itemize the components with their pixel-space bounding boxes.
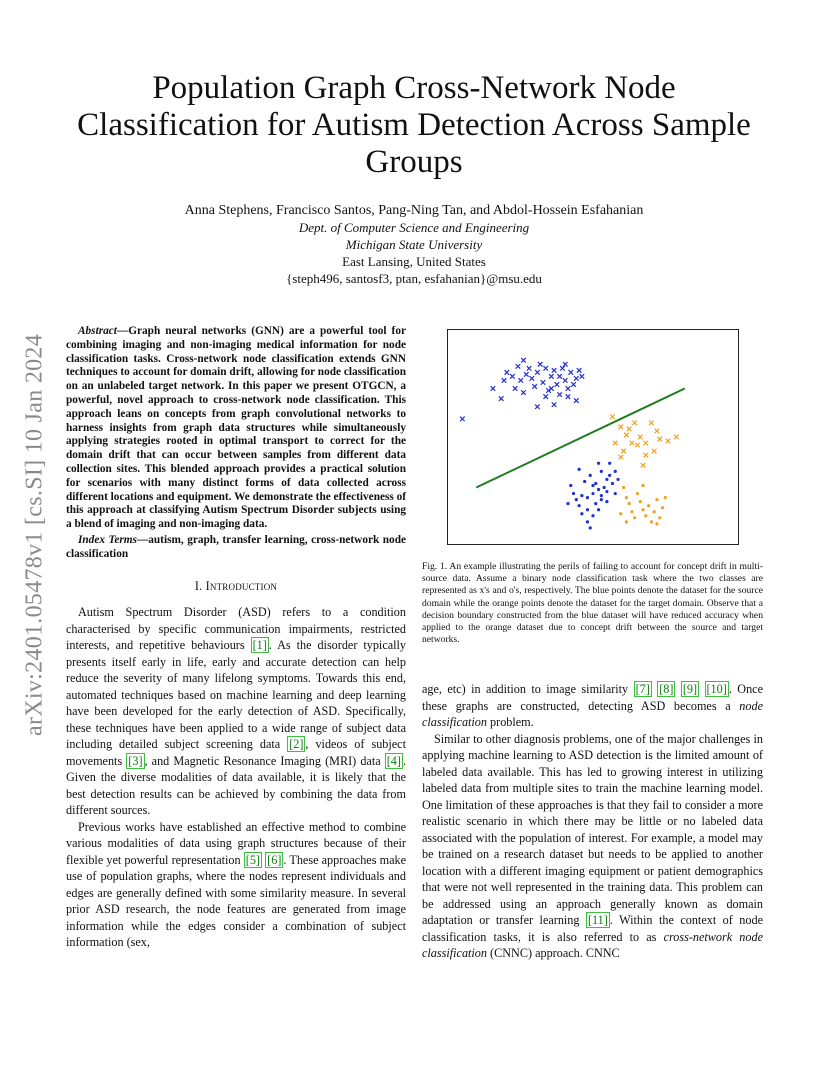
scatter-point-o <box>625 496 628 499</box>
scatter-point-x <box>516 364 521 369</box>
scatter-point-o <box>647 504 650 507</box>
affiliation-dept: Dept. of Computer Science and Engineering <box>298 220 530 235</box>
scatter-point-x <box>568 370 573 375</box>
scatter-point-o <box>583 480 586 483</box>
scatter-point-x <box>524 372 529 377</box>
scatter-point-x <box>571 382 576 387</box>
scatter-point-x <box>638 435 643 440</box>
scatter-point-x <box>649 421 654 426</box>
scatter-point-x <box>674 435 679 440</box>
scatter-point-x <box>543 366 548 371</box>
scatter-point-x <box>535 404 540 409</box>
citation-link[interactable]: [8] <box>659 682 674 696</box>
scatter-point-x <box>513 386 518 391</box>
scatter-point-x <box>563 362 568 367</box>
scatter-point-o <box>614 470 617 473</box>
abstract-label: Abstract <box>78 325 117 337</box>
scatter-point-x <box>632 421 637 426</box>
figure-1 <box>447 329 739 545</box>
scatter-point-x <box>635 443 640 448</box>
title-line: Classification for Autism Detection Across Sample <box>77 107 751 143</box>
citation-link[interactable]: [6] <box>267 852 282 867</box>
scatter-point-x <box>630 441 635 446</box>
scatter-point-o <box>600 498 603 501</box>
citation-link[interactable]: [1] <box>252 638 267 653</box>
scatter-point-x <box>574 376 579 381</box>
scatter-point-x <box>644 441 649 446</box>
affiliation-university: Michigan State University <box>345 237 483 252</box>
scatter-point-x <box>644 453 649 458</box>
scatter-point-x <box>580 374 585 379</box>
scatter-point-x <box>510 374 515 379</box>
scatter-point-o <box>614 492 617 495</box>
title-line: Population Graph Cross-Network Node <box>152 70 676 106</box>
scatter-point-x <box>491 386 496 391</box>
scatter-point-o <box>655 522 658 525</box>
scatter-point-x <box>538 362 543 367</box>
scatter-point-x <box>652 449 657 454</box>
scatter-point-o <box>589 474 592 477</box>
scatter-point-x <box>657 437 662 442</box>
citation-link[interactable]: [7] <box>635 682 650 696</box>
scatter-point-o <box>639 500 642 503</box>
scatter-point-o <box>619 512 622 515</box>
scatter-point-x <box>552 368 557 373</box>
affiliation-emails[interactable]: {steph496, santosf3, ptan, esfahanian}@msu.edu <box>286 271 542 286</box>
scatter-chart <box>448 330 738 544</box>
scatter-point-o <box>580 512 583 515</box>
citation-link[interactable]: [4] <box>386 753 401 768</box>
scatter-point-x <box>502 378 507 383</box>
scatter-point-x <box>566 394 571 399</box>
scatter-point-o <box>591 484 594 487</box>
scatter-point-x <box>560 366 565 371</box>
scatter-point-o <box>569 484 572 487</box>
scatter-point-x <box>563 378 568 383</box>
scatter-point-x <box>521 358 526 363</box>
scatter-point-x <box>619 455 624 460</box>
scatter-point-x <box>555 382 560 387</box>
scatter-point-x <box>627 427 632 432</box>
scatter-point-x <box>535 370 540 375</box>
scatter-point-o <box>589 526 592 529</box>
scatter-point-o <box>594 482 597 485</box>
scatter-point-o <box>608 462 611 465</box>
scatter-point-o <box>628 502 631 505</box>
scatter-point-x <box>530 376 535 381</box>
scatter-point-o <box>586 508 589 511</box>
scatter-point-o <box>594 502 597 505</box>
index-terms-text: —autism, graph, transfer learning, cross-network node classification <box>66 533 406 560</box>
intro-paragraph-2: Previous works have established an effective method to combine various modalities of data using graph structures because of their flexible yet powerful representation [5] [6] . These approaches make use of population graphs, where the nodes represent individuals and edges are generally defined with some similarity measure. In several prior ASD research, the node features are generated from image information while the edges consider a combination of subject information (sex, <box>66 819 407 950</box>
scatter-point-x <box>613 441 618 446</box>
scatter-point-o <box>633 516 636 519</box>
citation-link[interactable]: [3] <box>128 753 143 768</box>
index-terms-label: Index Terms <box>78 533 137 546</box>
scatter-point-x <box>610 415 615 420</box>
affiliation-city: East Lansing, United States <box>342 254 486 269</box>
scatter-point-o <box>591 514 594 517</box>
citation-link[interactable]: [10] <box>706 682 727 696</box>
scatter-point-x <box>552 402 557 407</box>
section-heading: I. Introduction <box>194 578 278 593</box>
scatter-point-o <box>572 492 575 495</box>
intro-paragraph-3: age, etc) in addition to image similarity [7] [8] [9] [10] . Once these graphs are constructed, detecting ASD becomes a node classification problem. <box>422 682 763 729</box>
scatter-point-o <box>625 520 628 523</box>
scatter-point-o <box>597 488 600 491</box>
scatter-point-x <box>557 392 562 397</box>
scatter-point-o <box>608 474 611 477</box>
arxiv-stamp: arXiv:2401.05478v1 [cs.SI] 10 Jan 2024 <box>21 333 48 737</box>
scatter-point-x <box>549 386 554 391</box>
scatter-point-o <box>600 494 603 497</box>
scatter-point-o <box>580 494 583 497</box>
authors: Anna Stephens, Francisco Santos, Pang-Ning Tan, and Abdol-Hossein Esfahanian <box>184 203 644 218</box>
scatter-point-o <box>641 484 644 487</box>
scatter-point-o <box>603 486 606 489</box>
scatter-point-x <box>655 429 660 434</box>
intro-paragraph-4: Similar to other diagnosis problems, one of the major challenges in applying machine learning to ASD detection is the limited amount of labeled data available. This has led to growing interest in utilizing labeled data from multiple sites to train the machine learning model. One limitation of these approaches is that they fail to consider a more realistic scenario in which there may be little or no labeled data associated with the population of interest. For example, a model may be trained on a research dataset but needs to be applied to another location with a different imaging equipment or patient demographics that were not well represented in the training data. This problem can be addressed using an approach generally known as domain adaptation or transfer learning [11] . Within the context of node classification tasks, it is also referred to as cross-network node classification (CNNC) approach. CNNC <box>422 731 763 960</box>
scatter-point-o <box>661 506 664 509</box>
scatter-point-o <box>653 510 656 513</box>
scatter-point-o <box>636 492 639 495</box>
intro-paragraph-1: Autism Spectrum Disorder (ASD) refers to a condition characterised by specific communication impairments, restricted interests, and repetitive behaviours [1] . As the disorder typically presents itself early in life, early and accurate detection can help reduce the severity of many lifelong symptoms. Towards this end, automated techniques based on machine learning and deep learning have been developed for the early detection of ASD. Specifically, these techniques have been applied to a wide range of subject data including detailed subject screening data [2] , videos of subject movements [3] , and Magnetic Resonance Imaging (MRI) data [4] . Given the diverse modalities of data available, it is likely that the best detection results can be achieved by combining the data from different sources. <box>66 605 406 818</box>
scatter-point-x <box>557 374 562 379</box>
scatter-point-o <box>586 496 589 499</box>
decision-boundary-line <box>476 389 685 488</box>
scatter-point-x <box>499 396 504 401</box>
scatter-point-x <box>566 386 571 391</box>
scatter-point-x <box>577 368 582 373</box>
scatter-point-x <box>460 417 465 422</box>
citation-link[interactable]: [5] <box>245 852 260 867</box>
scatter-point-o <box>600 470 603 473</box>
scatter-point-o <box>578 468 581 471</box>
scatter-point-x <box>549 374 554 379</box>
left-column <box>66 325 406 951</box>
scatter-point-x <box>527 366 532 371</box>
scatter-point-o <box>605 500 608 503</box>
scatter-point-o <box>597 508 600 511</box>
scatter-point-o <box>630 510 633 513</box>
scatter-point-x <box>641 463 646 468</box>
paper-title <box>60 70 768 181</box>
scatter-point-x <box>505 370 510 375</box>
scatter-point-o <box>605 490 608 493</box>
scatter-point-x <box>532 384 537 389</box>
scatter-point-x <box>619 425 624 430</box>
scatter-point-o <box>597 462 600 465</box>
citation-link[interactable]: [2] <box>289 737 304 752</box>
scatter-point-x <box>574 398 579 403</box>
scatter-point-o <box>658 516 661 519</box>
scatter-point-x <box>666 439 671 444</box>
scatter-point-o <box>566 502 569 505</box>
scatter-point-x <box>521 390 526 395</box>
scatter-point-o <box>591 492 594 495</box>
scatter-point-x <box>518 378 523 383</box>
scatter-point-x <box>541 380 546 385</box>
title-line: Groups <box>365 144 463 180</box>
citation-link[interactable]: [9] <box>682 682 698 696</box>
right-column <box>422 681 763 962</box>
scatter-point-o <box>605 478 608 481</box>
scatter-point-o <box>650 520 653 523</box>
scatter-point-o <box>575 498 578 501</box>
scatter-point-o <box>644 514 647 517</box>
scatter-point-o <box>622 486 625 489</box>
affiliation <box>60 219 768 287</box>
scatter-point-x <box>621 449 626 454</box>
scatter-point-x <box>624 433 629 438</box>
scatter-point-o <box>664 496 667 499</box>
index-terms <box>66 534 406 562</box>
scatter-point-o <box>655 498 658 501</box>
citation-link[interactable]: [11] <box>587 913 608 927</box>
scatter-point-o <box>578 504 581 507</box>
figure-caption: Fig. 1. An example illustrating the perils of failing to account for concept drift in multi-source data. Assume a binary node classification task where the two classes are represented as x's and o's, respectively. The blue points denote the dataset for the source domain while the orange points denote the dataset for the target domain. Observe that a decision boundary constructed from the blue dataset will have reduced accuracy when applied to the orange dataset due to concept drift between the source and target networks. <box>422 561 763 646</box>
scatter-point-o <box>641 508 644 511</box>
abstract-text: —Graph neural networks (GNN) are a powerful tool for combining imaging and non-imaging medical information for node classification tasks. Cross-network node classification extends GNN techniques to account for domain drift, allowing for node classification on an unlabeled target network. In this paper we present OTGCN, a powerful, novel approach to cross-network node classification. This approach leans on concepts from graph convolutional networks to harness insights from graph data structures while simultaneously applying strategies rooted in optimal transport to correct for the domain drift that can occur between samples from different data collection sites. This blended approach provides a practical solution for scenarios with many distinct forms of data collected across different locations and equipment. We demonstrate the effectiveness of this approach at classifying Autism Spectrum Disorder subjects using a blend of imaging and non-imaging data. <box>66 325 407 531</box>
scatter-point-x <box>543 394 548 399</box>
abstract <box>66 325 406 532</box>
scatter-point-o <box>611 482 614 485</box>
scatter-point-o <box>616 478 619 481</box>
scatter-point-o <box>586 520 589 523</box>
